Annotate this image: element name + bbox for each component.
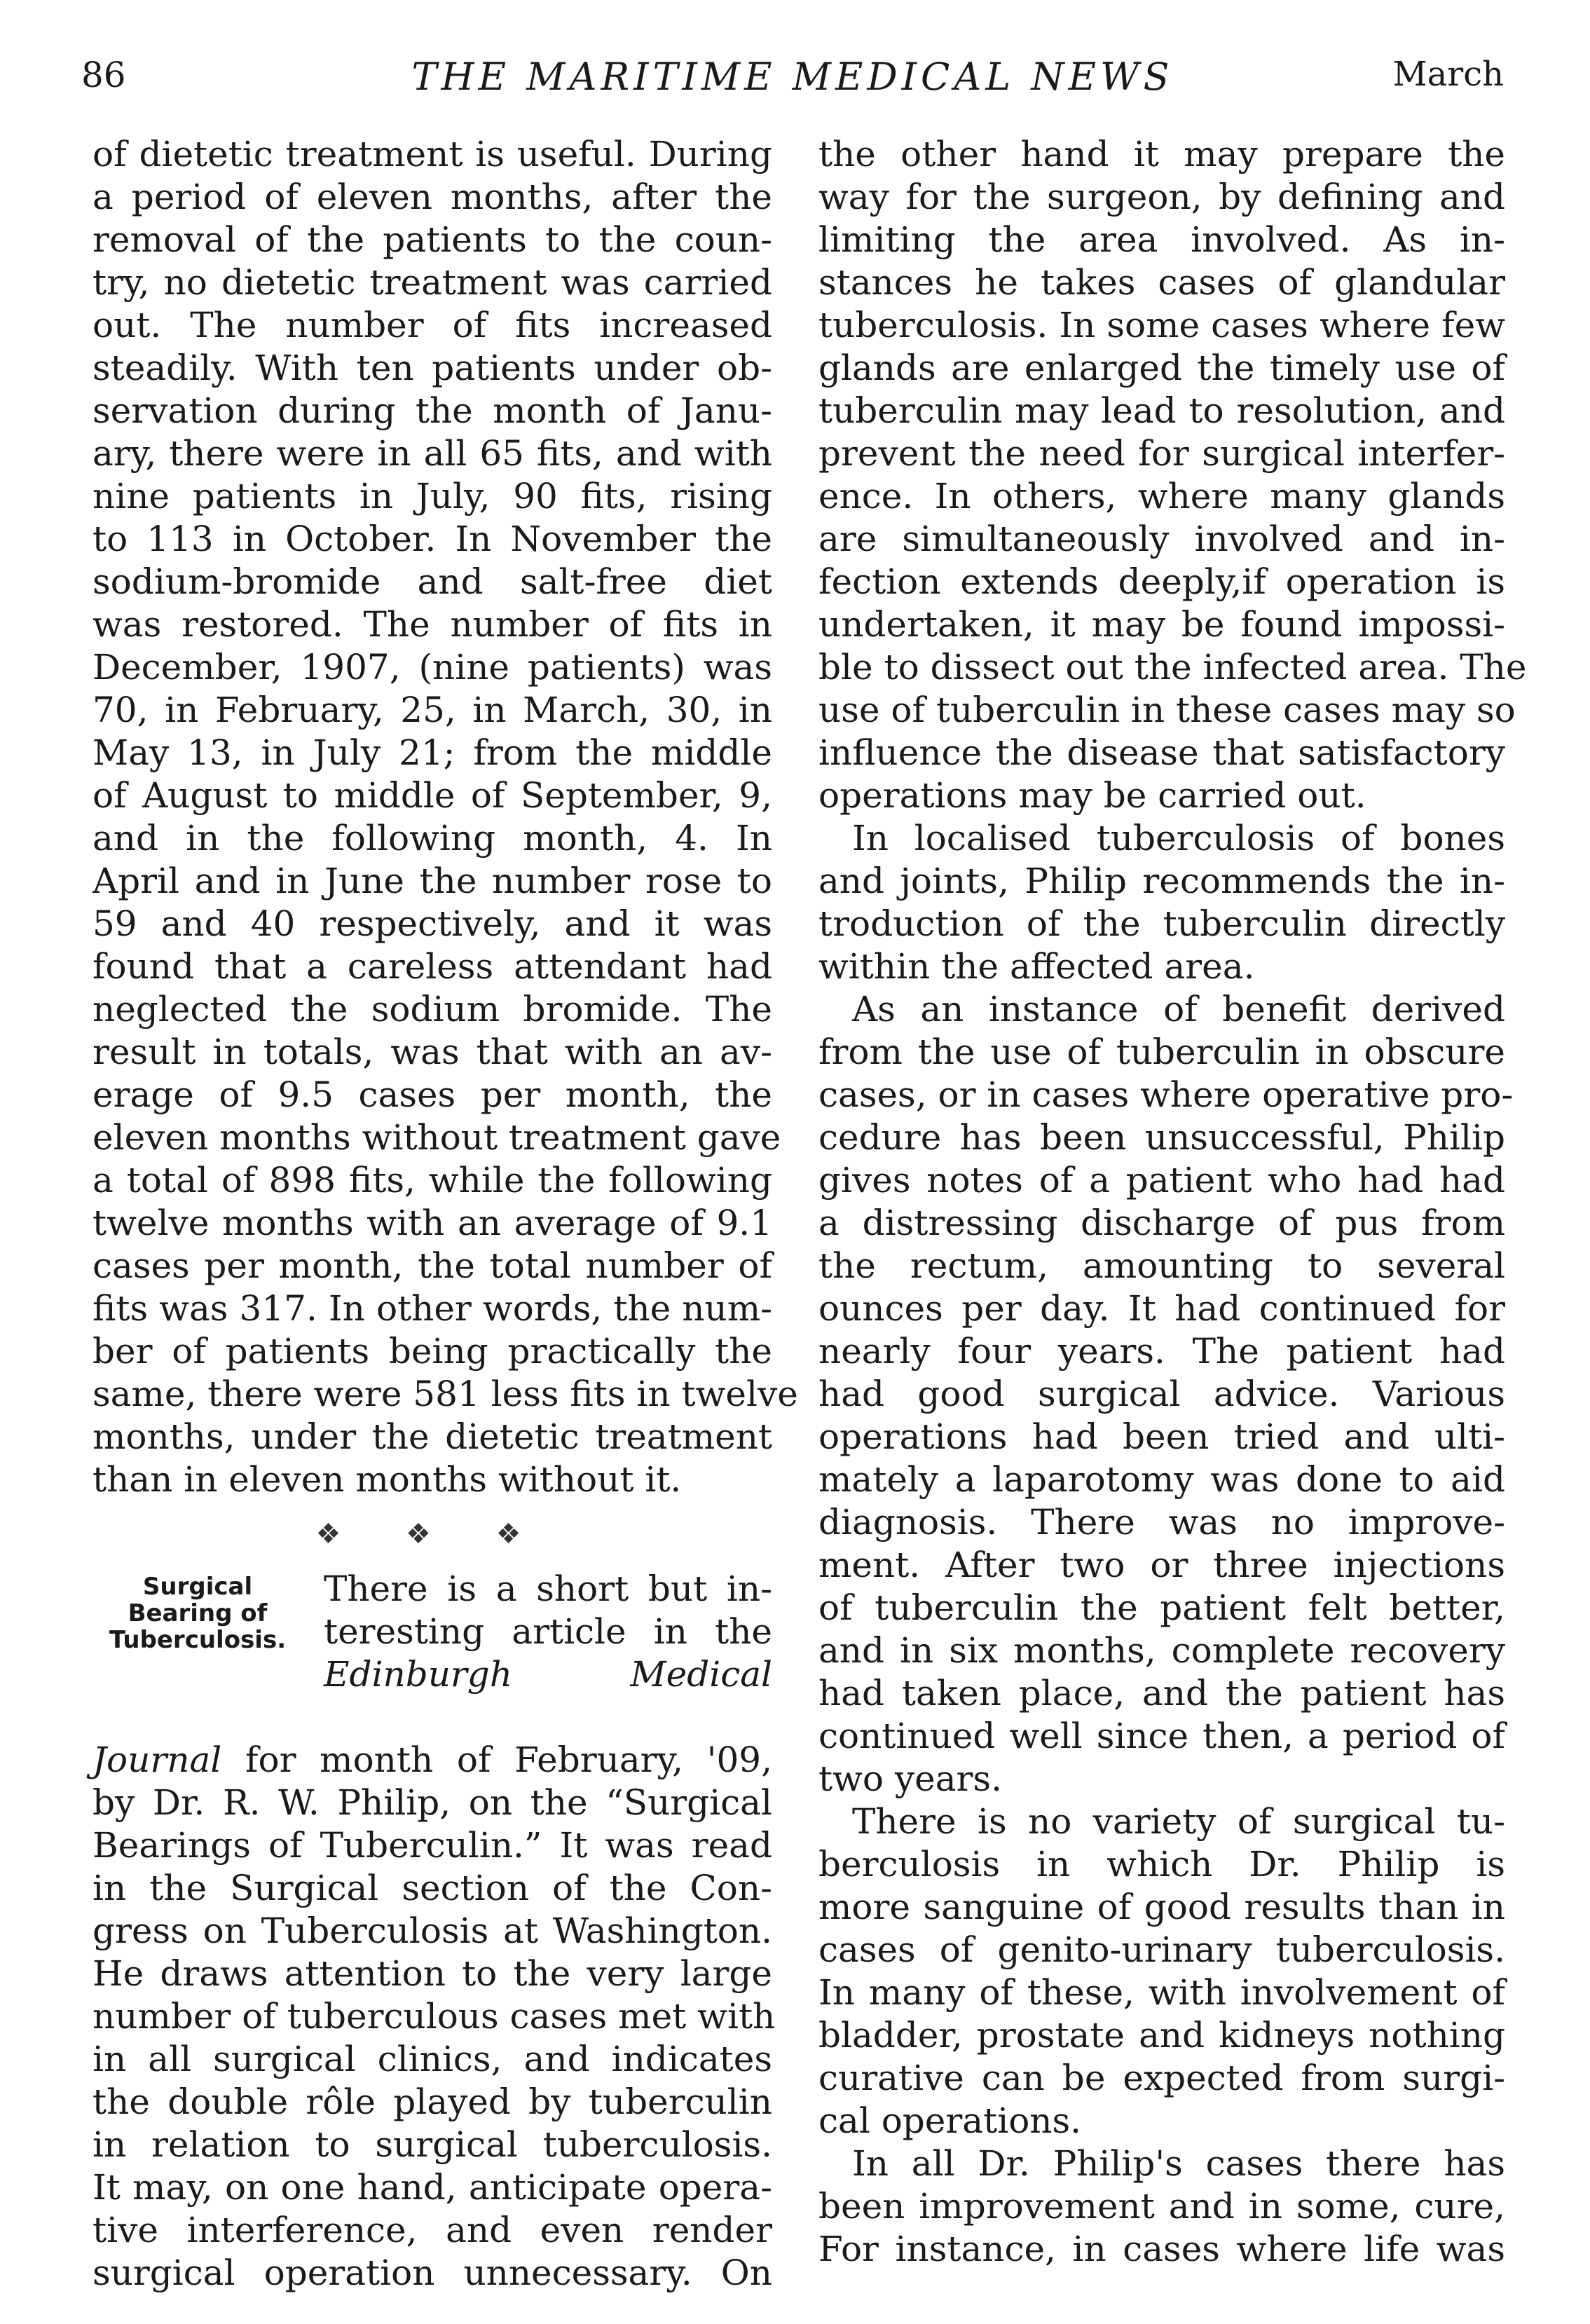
text-line: ble to dissect out the infected area. The xyxy=(818,647,1527,688)
text-line: berculosis in which Dr. Philip is xyxy=(818,1844,1505,1885)
text-line: troduction of the tuberculin directly xyxy=(818,903,1505,944)
text-line: and in the following month, 4. In xyxy=(92,818,772,859)
text-line: same, there were 581 less fits in twelve xyxy=(92,1374,798,1414)
text-line: curative can be expected from surgi- xyxy=(818,2058,1505,2098)
paragraph-localised xyxy=(818,817,1505,988)
text-line: by Dr. R. W. Philip, on the “Surgical xyxy=(92,1782,772,1823)
text-line: operations may be carried out. xyxy=(818,775,1366,816)
text-line: months, under the dietetic treatment xyxy=(92,1416,772,1457)
text-line: two years. xyxy=(818,1758,1002,1799)
text-line: operations had been tried and ulti- xyxy=(818,1416,1505,1457)
text-line: within the affected area. xyxy=(818,946,1255,987)
page-number: 86 xyxy=(81,55,126,95)
paragraph-genito-urinary xyxy=(818,1800,1505,2142)
side-heading-line: Bearing of xyxy=(128,1599,268,1627)
text-line: continued well since then, a period of xyxy=(818,1716,1505,1756)
text-line: gives notes of a patient who had had xyxy=(818,1160,1505,1201)
text-line: fits was 317. In other words, the num- xyxy=(92,1288,772,1329)
text-line: surgical operation unnecessary. On xyxy=(92,2253,772,2293)
text-line: prevent the need for surgical interfer- xyxy=(818,433,1505,474)
text-line: tive interference, and even render xyxy=(92,2210,772,2250)
text-line: and joints, Philip recommends the in- xyxy=(818,861,1505,901)
text-line: In all Dr. Philip's cases there has xyxy=(852,2143,1505,2184)
paragraph-surgical-bearings xyxy=(92,1782,776,2295)
text-line: of tuberculin the patient felt better, xyxy=(818,1587,1505,1628)
text-line: was restored. The number of fits in xyxy=(92,604,772,645)
paragraph-glandular xyxy=(818,133,1527,817)
right-column xyxy=(818,133,1527,2271)
text-line: May 13, in July 21; from the middle xyxy=(92,732,772,773)
text-line: the double rôle played by tuberculin xyxy=(92,2082,772,2122)
text-line: There is a short but in- xyxy=(324,1568,772,1609)
text-line: in all surgical clinics, and indicates xyxy=(92,2039,772,2079)
text-line: fection extends deeply,if operation is xyxy=(818,561,1505,602)
text-line: way for the surgeon, by defining and xyxy=(818,177,1505,217)
text-line: a distressing discharge of pus from xyxy=(818,1203,1505,1243)
text-line: tuberculin may lead to resolution, and xyxy=(818,390,1505,431)
text-line: mately a laparotomy was done to aid xyxy=(818,1459,1505,1500)
text-line: to 113 in October. In November the xyxy=(92,519,772,559)
text-line: steadily. With ten patients under ob- xyxy=(92,348,772,388)
side-heading xyxy=(92,1573,303,1653)
text-line: the rectum, amounting to several xyxy=(818,1245,1505,1286)
left-column xyxy=(92,133,798,2295)
text-line: In localised tuberculosis of bones xyxy=(852,818,1505,859)
text-line: ber of patients being practically the xyxy=(92,1331,772,1372)
text-line: cedure has been unsuccessful, Philip xyxy=(818,1117,1505,1158)
journal-word: Journal xyxy=(92,1739,222,1780)
text-line: For instance, in cases where life was xyxy=(818,2229,1505,2269)
text-line: been improvement and in some, cure, xyxy=(818,2186,1505,2227)
text-line: cases of genito-urinary tuberculosis. xyxy=(818,1929,1505,1970)
text-line: than in eleven months without it. xyxy=(92,1459,682,1500)
text-line: April and in June the number rose to xyxy=(92,861,772,901)
paragraph-rectal-case xyxy=(818,988,1514,1800)
text-line: limiting the area involved. As in- xyxy=(818,219,1505,260)
paragraph-results xyxy=(818,2142,1505,2271)
text-line: 59 and 40 respectively, and it was xyxy=(92,903,772,944)
text-line: had taken place, and the patient has xyxy=(818,1673,1505,1714)
text-line: and in six months, complete recovery xyxy=(818,1630,1505,1671)
text-line: He draws attention to the very large xyxy=(92,1953,772,1994)
text-line: of August to middle of September, 9, xyxy=(92,775,772,816)
text-line: It may, on one hand, anticipate opera- xyxy=(92,2167,772,2208)
text-line: sodium-bromide and salt-free diet xyxy=(92,561,772,602)
text-line: glands are enlarged the timely use of xyxy=(818,348,1505,388)
text-line: result in totals, was that with an av- xyxy=(92,1032,772,1072)
side-heading-line: Surgical xyxy=(142,1573,253,1601)
text-line: cal operations. xyxy=(818,2100,1082,2141)
text-line: undertaken, it may be found impossi- xyxy=(818,604,1505,645)
text-line: In many of these, with involvement of xyxy=(818,1972,1505,2013)
text-line: in relation to surgical tuberculosis. xyxy=(92,2124,772,2165)
text-line: 70, in February, 25, in March, 30, in xyxy=(92,690,772,730)
text-line: diagnosis. There was no improve- xyxy=(818,1502,1505,1543)
text-line: December, 1907, (nine patients) was xyxy=(92,647,772,688)
text-line: tuberculosis. In some cases where few xyxy=(818,305,1505,346)
text-line: nine patients in July, 90 fits, rising xyxy=(92,476,772,517)
text-line: out. The number of fits increased xyxy=(92,305,772,346)
text-line: erage of 9.5 cases per month, the xyxy=(92,1074,772,1115)
issue-month: March xyxy=(1392,55,1504,94)
text-line: had good surgical advice. Various xyxy=(818,1374,1505,1414)
text-fragment: for month of February, '09, xyxy=(221,1739,772,1780)
text-line xyxy=(92,1739,772,1782)
text-line: nearly four years. The patient had xyxy=(818,1331,1505,1372)
text-line: bladder, prostate and kidneys nothing xyxy=(818,2015,1505,2056)
text-line: number of tuberculous cases met with xyxy=(92,1996,776,2037)
text-line: teresting article in the xyxy=(324,1611,772,1652)
text-line: the other hand it may prepare the xyxy=(818,134,1505,175)
text-line: Bearings of Tuberculin.” It was read xyxy=(92,1825,772,1866)
text-line: servation during the month of Janu- xyxy=(92,390,772,431)
text-line: are simultaneously involved and in- xyxy=(818,519,1505,559)
text-line-journal-name: Edinburgh Medical xyxy=(324,1654,772,1695)
text-line: stances he takes cases of glandular xyxy=(818,262,1505,303)
side-heading-line: Tuberculosis. xyxy=(109,1626,287,1654)
text-line: neglected the sodium bromide. The xyxy=(92,989,772,1030)
text-line: gress on Tuberculosis at Washington. xyxy=(92,1911,772,1951)
text-line: try, no dietetic treatment was carried xyxy=(92,262,772,303)
text-line: ence. In others, where many glands xyxy=(818,476,1505,517)
text-line: a total of 898 fits, while the following xyxy=(92,1160,772,1201)
text-line: cases, or in cases where operative pro- xyxy=(818,1074,1514,1115)
text-line: a period of eleven months, after the xyxy=(92,177,772,217)
text-line: influence the disease that satisfactory xyxy=(818,732,1505,773)
journal-title: THE MARITIME MEDICAL NEWS xyxy=(411,55,1174,99)
text-line: twelve months with an average of 9.1 xyxy=(92,1203,772,1243)
text-line: ary, there were in all 65 fits, and with xyxy=(92,433,772,474)
text-line: found that a careless attendant had xyxy=(92,946,772,987)
text-line: more sanguine of good results than in xyxy=(818,1887,1505,1927)
text-line: from the use of tuberculin in obscure xyxy=(818,1032,1505,1072)
sidebar-text xyxy=(324,1568,772,1696)
running-header xyxy=(81,55,1504,104)
text-line: ment. After two or three injections xyxy=(818,1545,1505,1585)
paragraph-dietetic xyxy=(92,133,798,1501)
text-line: of dietetic treatment is useful. During xyxy=(92,134,772,175)
text-line: cases per month, the total number of xyxy=(92,1245,772,1286)
surgical-bearing-section xyxy=(92,1568,772,1739)
text-line: ounces per day. It had continued for xyxy=(818,1288,1505,1329)
text-line: As an instance of benefit derived xyxy=(852,989,1505,1030)
text-line: in the Surgical section of the Con- xyxy=(92,1868,772,1908)
section-ornament: ❖ ❖ ❖ xyxy=(315,1518,549,1550)
text-line: use of tuberculin in these cases may so xyxy=(818,690,1516,730)
text-line: eleven months without treatment gave xyxy=(92,1117,781,1158)
text-line: removal of the patients to the coun- xyxy=(92,219,772,260)
text-line: There is no variety of surgical tu- xyxy=(852,1801,1505,1842)
